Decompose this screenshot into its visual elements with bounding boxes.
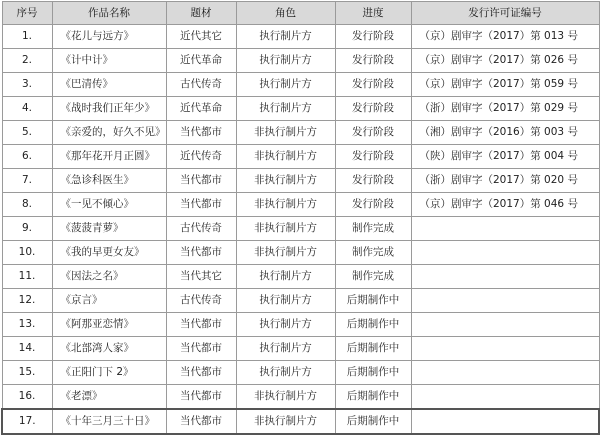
cell-index: 13. (2, 313, 52, 337)
table-row (2, 25, 599, 49)
cell-progress: 后期制作中 (335, 385, 411, 410)
cell-license: （浙）剧审字（2017）第 020 号 (411, 169, 599, 193)
cell-role: 非执行制片方 (236, 409, 335, 434)
table-row (2, 313, 599, 337)
cell-license (411, 265, 599, 289)
table-row (2, 241, 599, 265)
cell-index: 1. (2, 25, 52, 49)
cell-progress: 后期制作中 (335, 409, 411, 434)
cell-role: 非执行制片方 (236, 217, 335, 241)
cell-title: 《阿那亚恋情》 (52, 313, 166, 337)
table-row (2, 49, 599, 73)
cell-genre: 近代革命 (166, 97, 236, 121)
cell-genre: 当代都市 (166, 337, 236, 361)
table-row (2, 409, 599, 434)
cell-license: （湘）剧审字（2016）第 003 号 (411, 121, 599, 145)
cell-role: 执行制片方 (236, 337, 335, 361)
header-title: 作品名称 (52, 2, 166, 25)
cell-genre: 当代都市 (166, 169, 236, 193)
cell-role: 执行制片方 (236, 25, 335, 49)
cell-license (411, 361, 599, 385)
cell-license (411, 217, 599, 241)
cell-genre: 古代传奇 (166, 73, 236, 97)
cell-title: 《京言》 (52, 289, 166, 313)
cell-license: （京）剧审字（2017）第 046 号 (411, 193, 599, 217)
cell-title: 《十年三月三十日》 (52, 409, 166, 434)
cell-progress: 发行阶段 (335, 169, 411, 193)
header-progress: 进度 (335, 2, 411, 25)
cell-genre: 当代都市 (166, 121, 236, 145)
cell-role: 执行制片方 (236, 49, 335, 73)
cell-role: 非执行制片方 (236, 385, 335, 410)
table-row (2, 265, 599, 289)
cell-title: 《那年花开月正圆》 (52, 145, 166, 169)
table-row (2, 121, 599, 145)
cell-role: 非执行制片方 (236, 241, 335, 265)
header-license: 发行许可证编号 (411, 2, 599, 25)
header-index: 序号 (2, 2, 52, 25)
cell-index: 9. (2, 217, 52, 241)
cell-progress: 制作完成 (335, 217, 411, 241)
cell-genre: 当代其它 (166, 265, 236, 289)
table-row (2, 97, 599, 121)
table-header (2, 2, 599, 25)
table-row (2, 337, 599, 361)
cell-index: 5. (2, 121, 52, 145)
cell-progress: 发行阶段 (335, 73, 411, 97)
cell-genre: 近代革命 (166, 49, 236, 73)
cell-index: 7. (2, 169, 52, 193)
cell-progress: 制作完成 (335, 241, 411, 265)
cell-genre: 古代传奇 (166, 217, 236, 241)
cell-license: （陕）剧审字（2017）第 004 号 (411, 145, 599, 169)
cell-genre: 当代都市 (166, 409, 236, 434)
cell-genre: 当代都市 (166, 241, 236, 265)
cell-progress: 后期制作中 (335, 337, 411, 361)
cell-index: 12. (2, 289, 52, 313)
cell-genre: 当代都市 (166, 385, 236, 410)
cell-title: 《菠菠青萝》 (52, 217, 166, 241)
cell-title: 《战时我们正年少》 (52, 97, 166, 121)
cell-license: （京）剧审字（2017）第 026 号 (411, 49, 599, 73)
cell-index: 6. (2, 145, 52, 169)
cell-index: 11. (2, 265, 52, 289)
cell-license (411, 409, 599, 434)
cell-role: 非执行制片方 (236, 193, 335, 217)
cell-progress: 发行阶段 (335, 193, 411, 217)
cell-index: 14. (2, 337, 52, 361)
cell-title: 《巴清传》 (52, 73, 166, 97)
cell-role: 执行制片方 (236, 313, 335, 337)
cell-index: 8. (2, 193, 52, 217)
cell-genre: 近代其它 (166, 25, 236, 49)
cell-title: 《正阳门下 2》 (52, 361, 166, 385)
cell-progress: 制作完成 (335, 265, 411, 289)
cell-index: 4. (2, 97, 52, 121)
cell-index: 3. (2, 73, 52, 97)
table-row (2, 361, 599, 385)
cell-license (411, 337, 599, 361)
cell-index: 16. (2, 385, 52, 410)
cell-index: 2. (2, 49, 52, 73)
table-row (2, 289, 599, 313)
cell-role: 非执行制片方 (236, 145, 335, 169)
cell-role: 非执行制片方 (236, 169, 335, 193)
cell-license: （浙）剧审字（2017）第 029 号 (411, 97, 599, 121)
cell-license (411, 241, 599, 265)
cell-role: 执行制片方 (236, 97, 335, 121)
cell-index: 10. (2, 241, 52, 265)
cell-license: （京）剧审字（2017）第 013 号 (411, 25, 599, 49)
cell-role: 执行制片方 (236, 361, 335, 385)
cell-progress: 发行阶段 (335, 145, 411, 169)
cell-progress: 后期制作中 (335, 361, 411, 385)
cell-title: 《急诊科医生》 (52, 169, 166, 193)
cell-genre: 当代都市 (166, 361, 236, 385)
cell-progress: 发行阶段 (335, 97, 411, 121)
cell-genre: 近代传奇 (166, 145, 236, 169)
cell-license (411, 289, 599, 313)
cell-role: 执行制片方 (236, 289, 335, 313)
cell-license (411, 313, 599, 337)
cell-license: （京）剧审字（2017）第 059 号 (411, 73, 599, 97)
cell-role: 执行制片方 (236, 73, 335, 97)
cell-genre: 当代都市 (166, 193, 236, 217)
cell-title: 《我的早更女友》 (52, 241, 166, 265)
cell-title: 《老漂》 (52, 385, 166, 410)
cell-progress: 发行阶段 (335, 49, 411, 73)
works-table (1, 1, 600, 435)
cell-index: 17. (2, 409, 52, 434)
table-row (2, 217, 599, 241)
cell-title: 《一见不倾心》 (52, 193, 166, 217)
table-row (2, 169, 599, 193)
table-body (2, 25, 599, 435)
table-row (2, 145, 599, 169)
cell-title: 《因法之名》 (52, 265, 166, 289)
cell-progress: 发行阶段 (335, 121, 411, 145)
table-row (2, 193, 599, 217)
table-row (2, 385, 599, 410)
cell-license (411, 385, 599, 410)
header-genre: 题材 (166, 2, 236, 25)
cell-progress: 发行阶段 (335, 25, 411, 49)
cell-genre: 古代传奇 (166, 289, 236, 313)
cell-title: 《花儿与远方》 (52, 25, 166, 49)
header-role: 角色 (236, 2, 335, 25)
cell-role: 非执行制片方 (236, 121, 335, 145)
cell-progress: 后期制作中 (335, 289, 411, 313)
cell-progress: 后期制作中 (335, 313, 411, 337)
cell-title: 《亲爱的，好久不见》 (52, 121, 166, 145)
table-row (2, 73, 599, 97)
cell-title: 《计中计》 (52, 49, 166, 73)
cell-index: 15. (2, 361, 52, 385)
cell-genre: 当代都市 (166, 313, 236, 337)
cell-role: 执行制片方 (236, 265, 335, 289)
header-row (2, 2, 599, 25)
cell-title: 《北部湾人家》 (52, 337, 166, 361)
